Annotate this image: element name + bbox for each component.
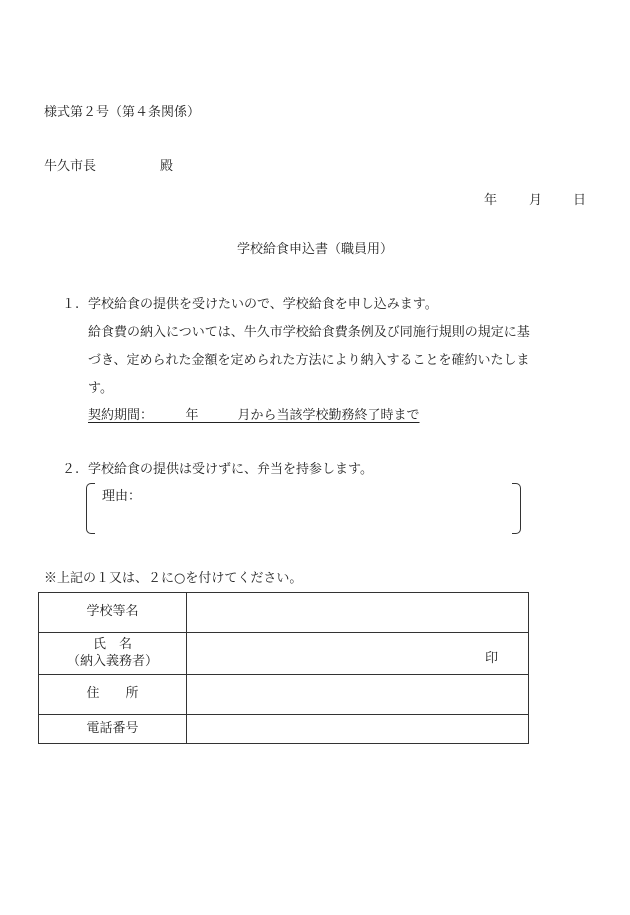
addressee: 牛久市長 bbox=[44, 159, 97, 174]
table-row bbox=[39, 675, 529, 715]
form-number: 様式第２号（第４条関係） bbox=[44, 105, 201, 120]
option-2-text: 学校給食の提供は受けずに、弁当を持参します。 bbox=[88, 462, 373, 477]
option-1-text: 学校給食の提供を受けたいので、学校給食を申し込みます。 bbox=[88, 297, 438, 312]
applicant-info-table bbox=[38, 592, 529, 744]
address-field[interactable] bbox=[187, 675, 529, 715]
name-field[interactable] bbox=[187, 633, 529, 675]
name-label-cell bbox=[39, 633, 187, 675]
date-day-field[interactable]: 日 bbox=[573, 193, 587, 208]
reason-label: 理由： bbox=[102, 489, 142, 504]
seal-mark: 印 bbox=[484, 651, 498, 666]
option-2-number[interactable]: ２. bbox=[62, 462, 80, 477]
reason-bracket-right bbox=[512, 483, 521, 534]
phone-field[interactable] bbox=[187, 715, 529, 744]
phone-label: 電話番号 bbox=[39, 715, 187, 744]
contract-period: 契約期間： 年 月から当該学校勤務終了時まで bbox=[88, 408, 420, 423]
table-row bbox=[39, 593, 529, 633]
table-row bbox=[39, 715, 529, 744]
payer-label: （納入義務者） bbox=[66, 653, 158, 669]
option-1-detail-line-3: す。 bbox=[88, 381, 113, 396]
option-1-detail-line-1: 給食費の納入については、牛久市学校給食費条例及び同施行規則の規定に基 bbox=[88, 325, 530, 340]
table-row bbox=[39, 633, 529, 675]
reason-bracket-left bbox=[86, 483, 95, 534]
addressee-honorific: 殿 bbox=[160, 159, 174, 174]
address-label: 住 所 bbox=[39, 675, 187, 715]
reason-input[interactable] bbox=[150, 488, 505, 528]
school-name-field[interactable] bbox=[187, 593, 529, 633]
option-1-detail-line-2: づき、定められた金額を定められた方法により納入することを確約いたしま bbox=[88, 353, 530, 368]
name-label: 氏 名 bbox=[92, 636, 132, 652]
school-name-label: 学校等名 bbox=[39, 593, 187, 633]
date-year-field[interactable]: 年 bbox=[484, 193, 498, 208]
document-title: 学校給食申込書（職員用） bbox=[236, 242, 393, 257]
date-month-field[interactable]: 月 bbox=[529, 193, 543, 208]
instruction-note: ※上記の１又は、２に○を付けてください。 bbox=[44, 571, 303, 586]
option-1-number[interactable]: １. bbox=[62, 297, 80, 312]
